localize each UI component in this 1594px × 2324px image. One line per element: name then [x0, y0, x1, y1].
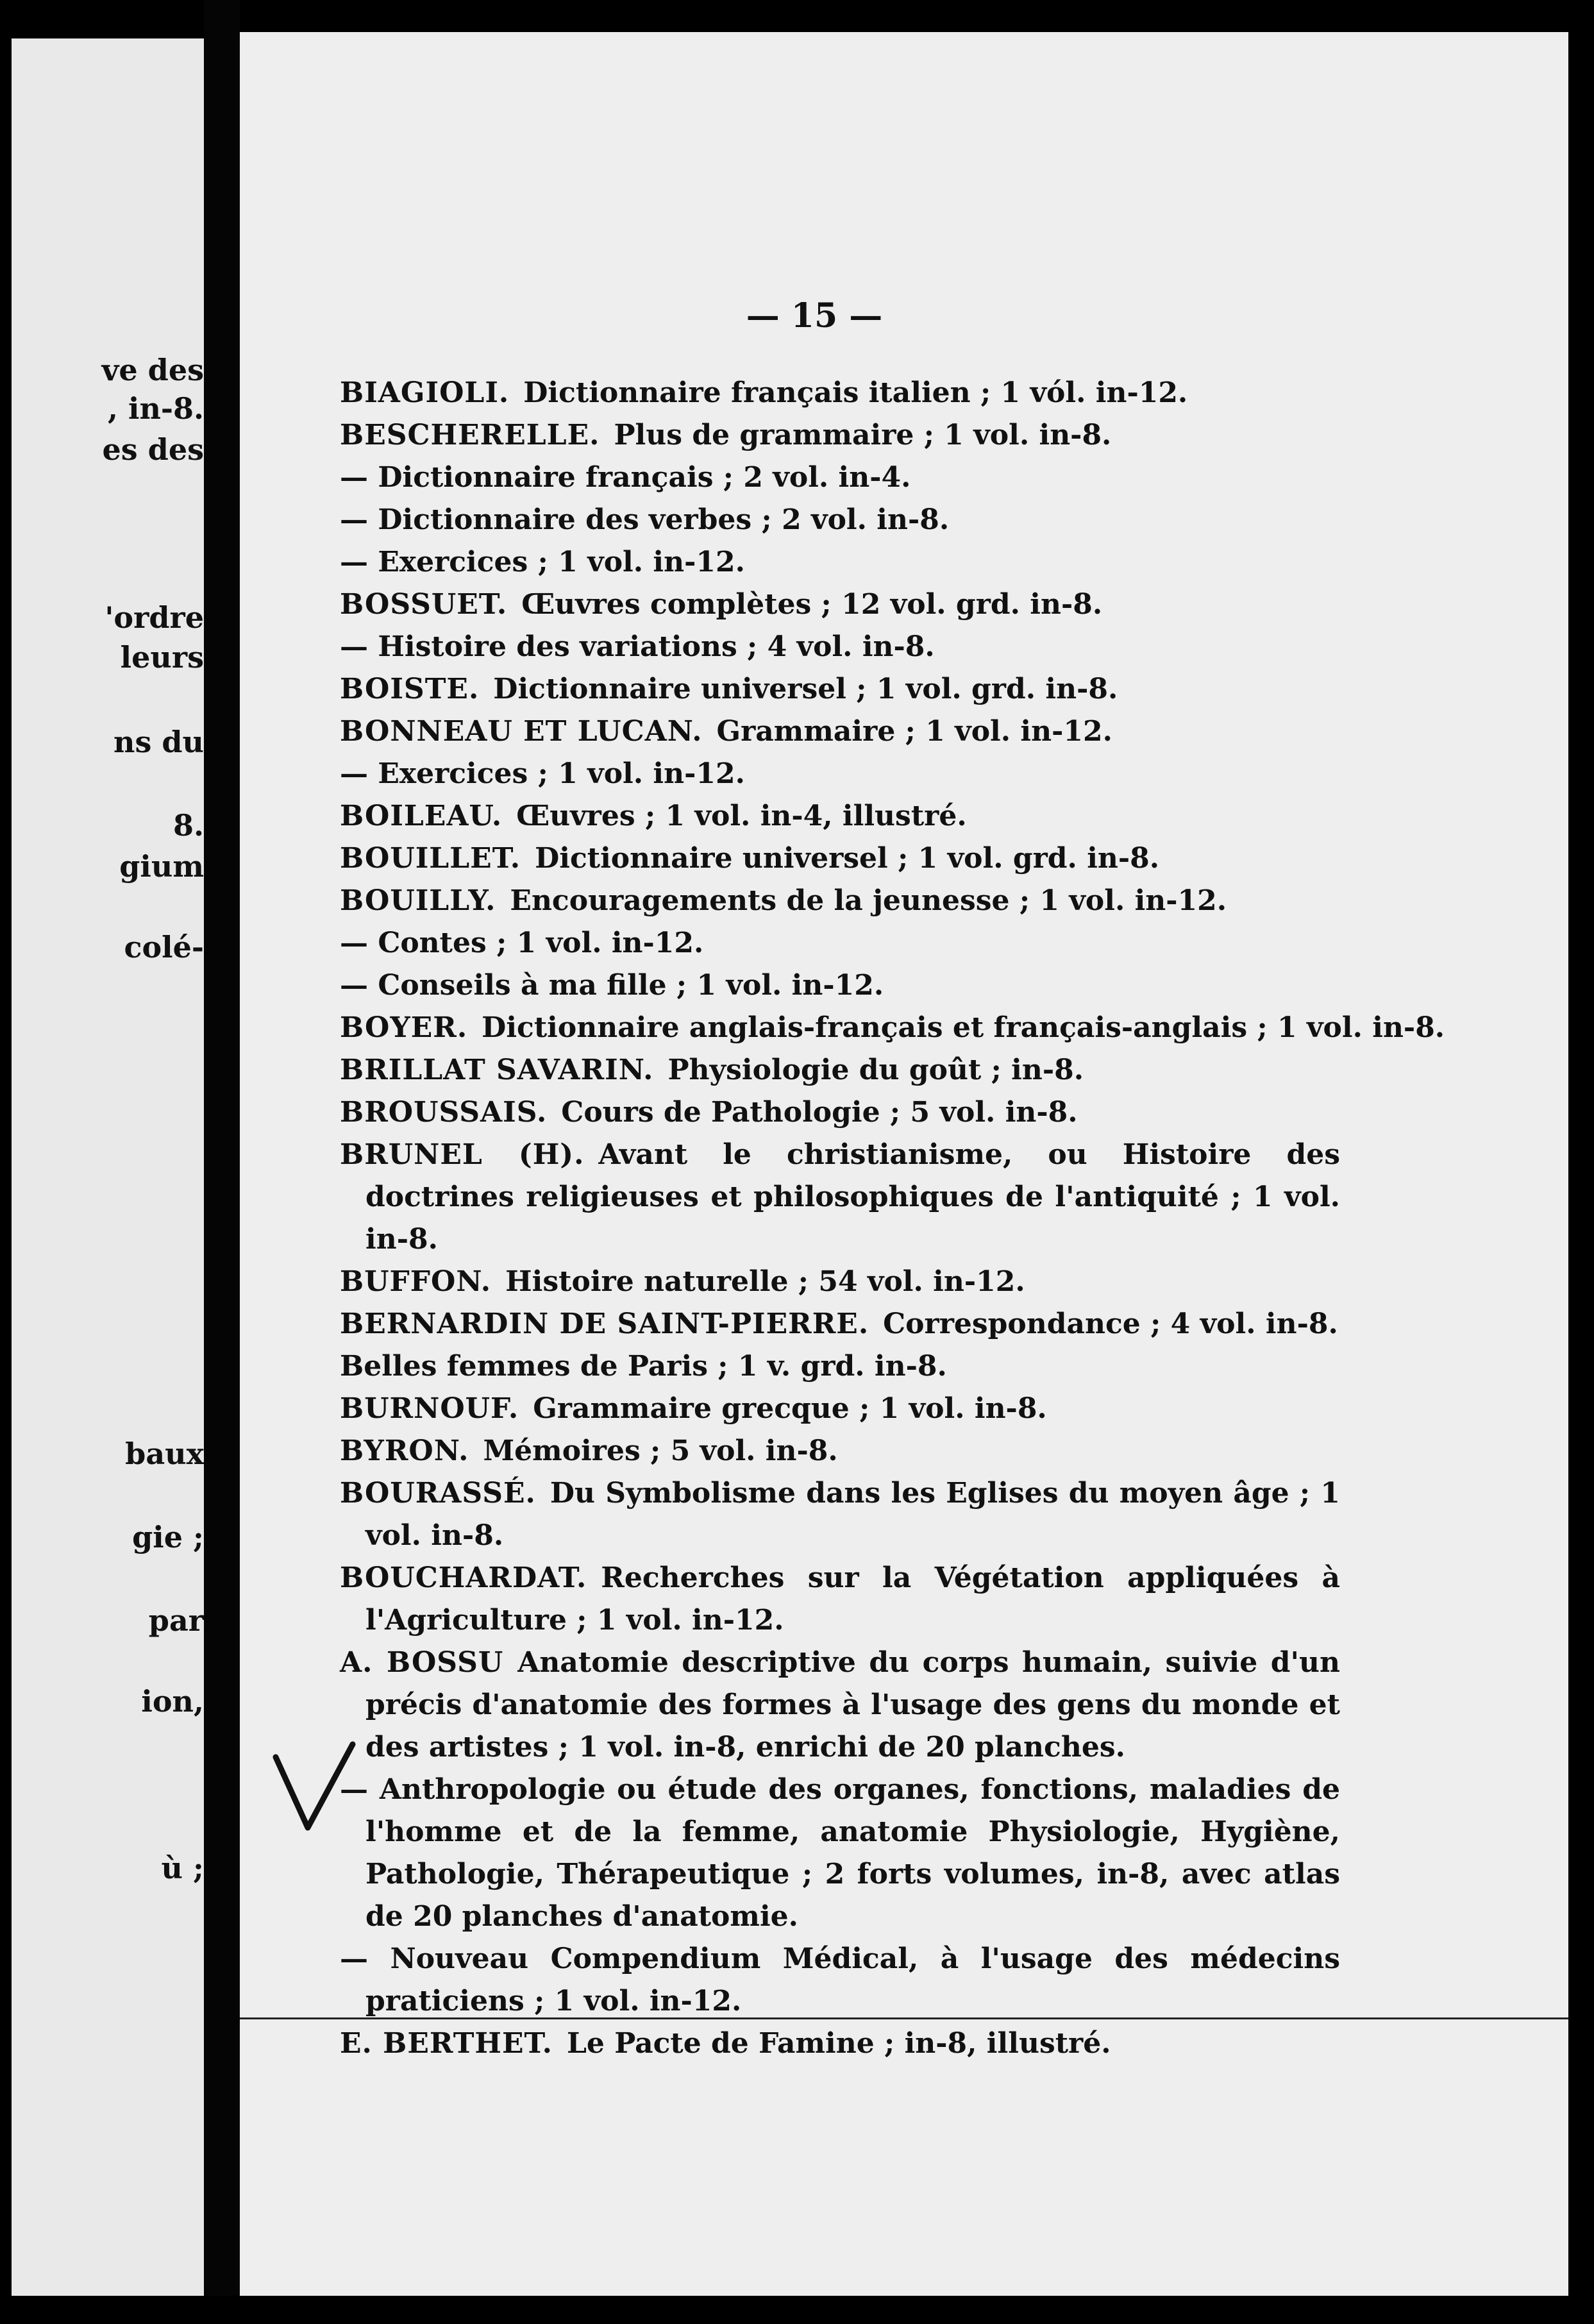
author-name: BOUCHARDAT. — [340, 1562, 587, 1594]
entry-text: Plus de grammaire ; 1 vol. in-8. — [614, 419, 1112, 451]
entry-text: — Dictionnaire français ; 2 vol. in-4. — [340, 461, 911, 494]
book-gutter — [204, 0, 240, 2324]
left-fragment-text: baux — [125, 1436, 204, 1471]
entry-text: — Histoire des variations ; 4 vol. in-8. — [340, 630, 935, 663]
author-name: BESCHERELLE. — [340, 419, 600, 451]
author-name: BOSSUET. — [340, 588, 508, 621]
left-fragment-text: es des — [102, 432, 204, 467]
left-fragment-text: colé- — [124, 930, 204, 964]
catalogue-entry — [340, 753, 1340, 795]
catalogue-entry — [340, 922, 1340, 964]
catalogue-entry — [340, 541, 1340, 584]
left-fragment-text: 'ordre — [105, 600, 204, 635]
catalogue-entry — [340, 2023, 1340, 2065]
catalogue-entry — [340, 626, 1340, 668]
entry-text: Mémoires ; 5 vol. in-8. — [483, 1435, 838, 1467]
entry-text: Cours de Pathologie ; 5 vol. in-8. — [561, 1096, 1078, 1129]
entry-text: Dictionnaire universel ; 1 vol. grd. in-8. — [493, 673, 1118, 705]
catalogue-entry — [340, 1261, 1340, 1303]
left-fragment-text: par — [148, 1603, 204, 1638]
left-fragment-text: gie ; — [132, 1520, 204, 1554]
entry-text: Dictionnaire français italien ; 1 vól. in-12. — [523, 376, 1188, 409]
catalogue-entry — [340, 1769, 1340, 1938]
author-name: E. BERTHET. — [340, 2027, 553, 2060]
entry-text: Dictionnaire universel ; 1 vol. grd. in-8. — [535, 842, 1160, 875]
catalogue-entry — [340, 795, 1340, 838]
author-name: BROUSSAIS. — [340, 1096, 548, 1129]
catalogue-entry — [340, 1091, 1340, 1134]
entry-text: Grammaire ; 1 vol. in-12. — [716, 715, 1112, 748]
entry-text: Le Pacte de Famine ; in-8, illustré. — [566, 2027, 1111, 2060]
scan-border-left — [0, 0, 12, 2324]
scan-border-right — [1568, 0, 1594, 2324]
entry-text: Recherches sur la Végétation appliquées à l'Agriculture ; 1 vol. in-12. — [365, 1562, 1340, 1637]
left-fragment-text: ù ; — [161, 1851, 204, 1885]
entry-text: — Exercices ; 1 vol. in-12. — [340, 757, 745, 790]
left-fragment-text: leurs — [120, 640, 204, 675]
catalogue-entry — [340, 372, 1340, 414]
catalogue-entry — [340, 584, 1340, 626]
catalogue-entry — [340, 1557, 1340, 1642]
left-fragment-text: ns du — [113, 725, 204, 759]
catalogue-entry — [340, 499, 1340, 541]
catalogue-entry — [340, 1303, 1340, 1345]
author-name: BOUILLY. — [340, 884, 496, 917]
author-name: BRUNEL (H). — [340, 1138, 585, 1171]
author-name: BURNOUF. — [340, 1392, 519, 1425]
entry-text: Du Symbolisme dans les Eglises du moyen âge ; 1 vol. in-8. — [365, 1477, 1340, 1552]
left-fragment-text: 8. — [172, 808, 204, 843]
author-name: BONNEAU ET LUCAN. — [340, 715, 703, 748]
catalogue-entry — [340, 1388, 1340, 1430]
catalogue-entry — [340, 711, 1340, 753]
catalogue-entry — [340, 838, 1340, 880]
left-fragment-text: ion, — [141, 1684, 204, 1719]
author-name: BRILLAT SAVARIN. — [340, 1054, 654, 1086]
scan-border-bottom — [0, 2296, 1594, 2324]
author-name: BERNARDIN DE SAINT-PIERRE. — [340, 1308, 869, 1340]
author-name: BOYER. — [340, 1011, 468, 1044]
catalogue-entry — [340, 1049, 1340, 1091]
catalogue-entry — [340, 880, 1340, 922]
handwritten-check-mark — [269, 1731, 372, 1847]
catalogue-entry — [340, 1430, 1340, 1472]
left-fragment-text: ve des — [101, 353, 204, 387]
entry-text: — Contes ; 1 vol. in-12. — [340, 927, 704, 959]
catalogue-entries — [340, 372, 1445, 2065]
catalogue-entry — [340, 1134, 1340, 1261]
entry-text: Anatomie descriptive du corps humain, suivie d'un précis d'anatomie des formes à l'usage des gens du monde et des artistes ; 1 vol. in-8, enrichi de 20 planches. — [365, 1646, 1340, 1764]
catalogue-entry — [340, 414, 1340, 457]
entry-text: — Anthropologie ou étude des organes, fonctions, maladies de l'homme et de la femme, anatomie Physiologie, Hygiène, Pathologie, Thérapeutique ; 2 forts volumes, in-8, avec atlas de 20 planches d'anatomie. — [340, 1773, 1340, 1933]
page-number: — 15 — — [746, 296, 883, 335]
entry-text: Dictionnaire anglais-français et français-anglais ; 1 vol. in-8. — [482, 1011, 1445, 1044]
author-name: BOURASSÉ. — [340, 1477, 536, 1510]
author-name: BOILEAU. — [340, 800, 503, 832]
author-name: BIAGIOLI. — [340, 376, 510, 409]
entry-text: Physiologie du goût ; in-8. — [667, 1054, 1084, 1086]
author-name: BUFFON. — [340, 1265, 492, 1298]
entry-text: Histoire naturelle ; 54 vol. in-12. — [505, 1265, 1025, 1298]
catalogue-entry — [340, 668, 1340, 711]
catalogue-entry — [340, 1472, 1340, 1557]
entry-text: — Dictionnaire des verbes ; 2 vol. in-8. — [340, 503, 950, 536]
author-name: BOISTE. — [340, 673, 480, 705]
entry-text: Encouragements de la jeunesse ; 1 vol. in-12. — [510, 884, 1227, 917]
left-fragment-text: , in-8. — [107, 391, 204, 426]
left-fragment-text: gium — [119, 849, 204, 884]
catalogue-entry — [340, 457, 1340, 499]
author-name: BOUILLET. — [340, 842, 521, 875]
entry-text: Grammaire grecque ; 1 vol. in-8. — [533, 1392, 1047, 1425]
entry-text: Œuvres ; 1 vol. in-4, illustré. — [516, 800, 967, 832]
bottom-rule — [240, 2017, 1568, 2019]
entry-text: — Exercices ; 1 vol. in-12. — [340, 546, 745, 578]
author-name: A. BOSSU — [340, 1646, 504, 1679]
entry-text: Correspondance ; 4 vol. in-8. — [883, 1308, 1338, 1340]
catalogue-entry — [340, 964, 1340, 1007]
entry-text: — Nouveau Compendium Médical, à l'usage des médecins praticiens ; 1 vol. in-12. — [340, 1942, 1340, 2017]
entry-text: — Conseils à ma fille ; 1 vol. in-12. — [340, 969, 884, 1002]
left-page-fragment — [12, 38, 204, 2296]
entry-text: Œuvres complètes ; 12 vol. grd. in-8. — [521, 588, 1103, 621]
catalogue-entry — [340, 1007, 1445, 1049]
author-name: BYRON. — [340, 1435, 469, 1467]
catalogue-entry — [340, 1345, 1340, 1388]
catalogue-entry — [340, 1938, 1340, 2023]
catalogue-entry — [340, 1642, 1340, 1769]
entry-text: Avant le christianisme, ou Histoire des doctrines religieuses et philosophiques de l'antiquité ; 1 vol. in-8. — [365, 1138, 1340, 1256]
entry-text: Belles femmes de Paris ; 1 v. grd. in-8. — [340, 1350, 947, 1383]
